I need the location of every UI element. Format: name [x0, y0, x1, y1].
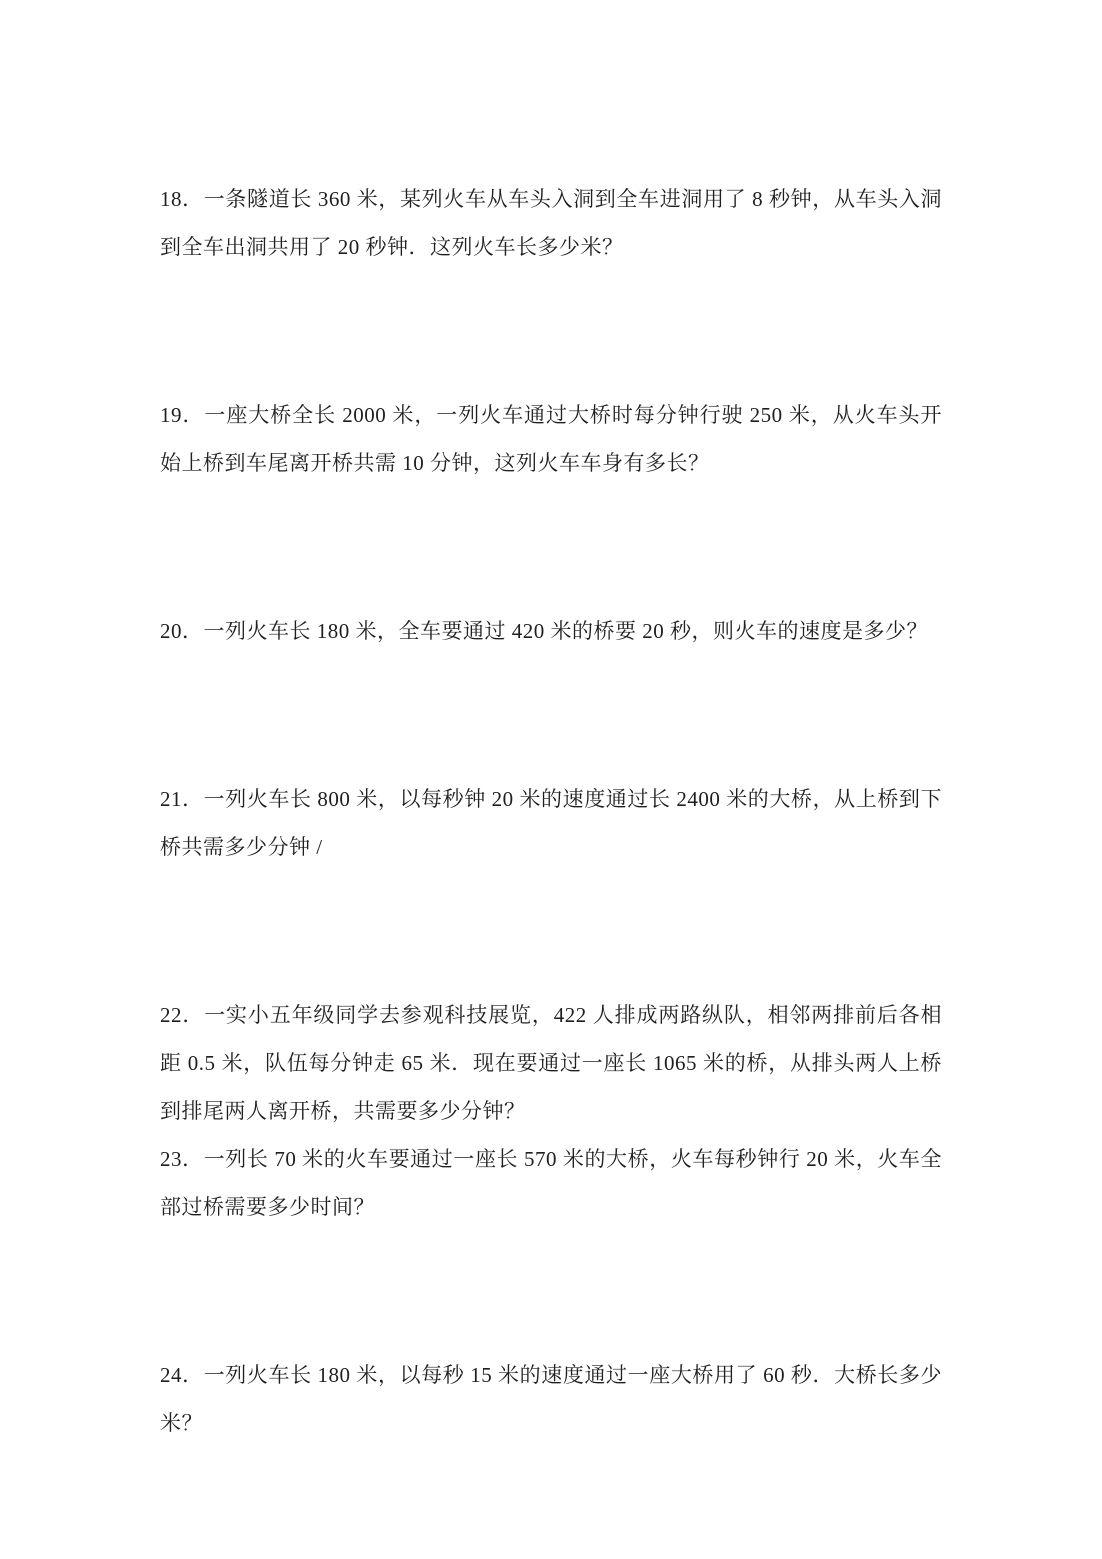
problem-22: 22．一实小五年级同学去参观科技展览，422 人排成两路纵队，相邻两排前后各相距 0.5 米，队伍每分钟走 65 米．现在要通过一座长 1065 米的桥，从排头两人上桥到排尾两人离开桥，共需要多少分钟？ — [160, 1003, 942, 1123]
problem-20: 20．一列火车长 180 米，全车要通过 420 米的桥要 20 秒，则火车的速度是多少？ — [160, 619, 928, 643]
problem-18: 18．一条隧道长 360 米，某列火车从车头入洞到全车进洞用了 8 秒钟，从车头入洞到全车出洞共用了 20 秒钟．这列火车长多少米？ — [160, 187, 942, 259]
problem-list — [160, 175, 942, 1447]
problem-24: 24．一列火车长 180 米，以每秒 15 米的速度通过一座大桥用了 60 秒．大桥长多少米？ — [160, 1363, 942, 1435]
problem-19: 19．一座大桥全长 2000 米，一列火车通过大桥时每分钟行驶 250 米，从火车头开始上桥到车尾离开桥共需 10 分钟，这列火车车身有多长？ — [160, 403, 942, 475]
problem-23: 23．一列长 70 米的火车要通过一座长 570 米的大桥，火车每秒钟行 20 米，火车全部过桥需要多少时间？ — [160, 1147, 942, 1219]
problem-21: 21．一列火车长 800 米，以每秒钟 20 米的速度通过长 2400 米的大桥，从上桥到下桥共需多少分钟 / — [160, 787, 942, 859]
